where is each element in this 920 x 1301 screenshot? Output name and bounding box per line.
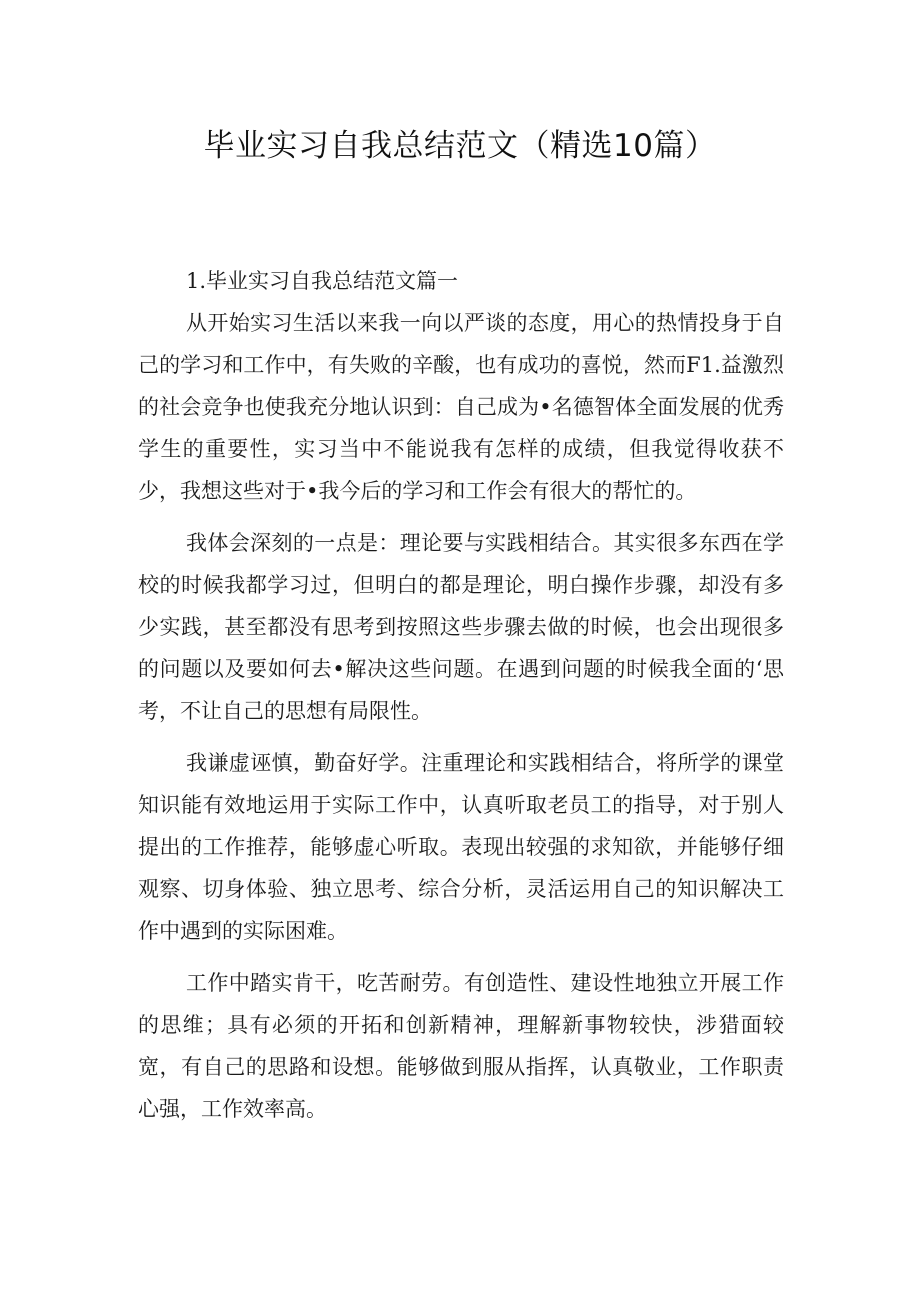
section-heading: 1.毕业实习自我总结范文篇一 bbox=[186, 269, 459, 293]
paragraph-2: 我体会深刻的一点是：理论要与实践相结合。其实很多东西在学校的时候我都学习过，但明白的都是理论，明白操作步骤，却没有多少实践，甚至都没有思考到按照这些步骤去做的时候，也会出现很多的问题以及要如何去•解决这些问题。在遇到问题的时候我全面的‘思考，不让自己的思想有局限性。 bbox=[138, 531, 784, 723]
document-body bbox=[138, 260, 784, 1140]
paragraph-3: 我谦虚诬慎，勤奋好学。注重理论和实践相结合，将所学的课堂知识能有效地运用于实际工作中，认真听取老员工的指导，对于别人提出的工作推荐，能够虚心听取。表现出较强的求知欲，并能够仔细观察、切身体验、独立思考、综合分析，灵活运用自己的知识解决工作中遇到的实际困难。 bbox=[138, 751, 784, 943]
paragraph-4: 工作中踏实肯干，吃苦耐劳。有创造性、建设性地独立开展工作的思维；具有必须的开拓和创新精神，理解新事物较快，涉猎面较宽，有自己的思路和设想。能够做到服从指挥，认真敬业，工作职责心强，工作效率高。 bbox=[138, 971, 784, 1121]
paragraph-1: 从开始实习生活以来我一向以严谈的态度，用心的热情投身于自己的学习和工作中，有失败的辛酸，也有成功的喜悦，然而F1.益激烈的社会竞争也使我充分地认识到：自己成为•名德智体全面发展的优秀学生的重要性，实习当中不能说我有怎样的成绩，但我觉得收获不少，我想这些对于•我今后的学习和工作会有很大的帮忙的。 bbox=[138, 311, 784, 503]
document-title: 毕业实习自我总结范文（精选10篇） bbox=[203, 128, 717, 164]
